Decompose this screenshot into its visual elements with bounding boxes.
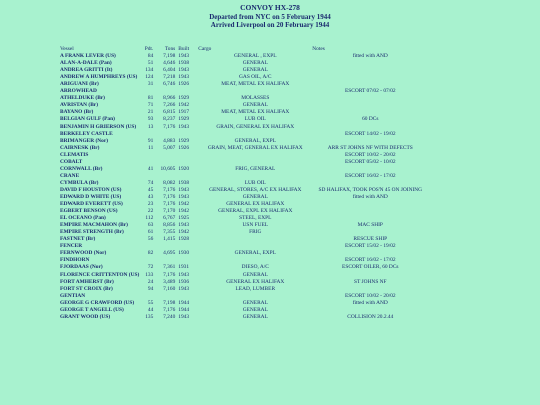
tons-cell: 4,883 (163, 137, 176, 144)
cargo-cell: GENERAL, EXPL (234, 137, 276, 144)
pdt-cell: 72 (147, 264, 154, 271)
table-row (0, 116, 428, 123)
notes-cell: ESCORT 05/02 - 10/02 (344, 158, 396, 165)
notes-cell (312, 60, 428, 67)
pdt-cell: 91 (147, 137, 154, 144)
pdt-cell: 112 (145, 215, 154, 222)
pdt-cell: 93 (147, 116, 154, 123)
cargo-cell: GENERAL (242, 67, 268, 74)
tons-cell: 7,176 (163, 186, 176, 193)
tons-cell: 7,176 (163, 271, 176, 278)
table-row (0, 279, 428, 286)
pdt-cell: 24 (147, 278, 154, 285)
tons-cell: 7,198 (163, 299, 176, 306)
cargo-cell: GRAIN, GENERAL EX HALIFAX (216, 123, 295, 130)
notes-cell: COLLISION 20.2.44 (347, 313, 394, 320)
cargo-cell: GENERAL, STORES, A/C EX HALIFAX (209, 186, 302, 193)
built-cell (178, 173, 198, 180)
pdt-cell: 45 (147, 186, 154, 193)
pdt-cell: 31 (147, 81, 154, 88)
tons-cell: 7,218 (163, 74, 176, 81)
vessel-name: BRIMANGER (Nor) (60, 137, 109, 144)
built-cell: 1944 (178, 306, 190, 313)
tons-cell: 3,489 (163, 278, 176, 285)
cargo-cell: GENERAL EX HALIFAX (226, 278, 285, 285)
tons-cell: 6,404 (163, 67, 176, 74)
tons-cell: 7,176 (163, 123, 176, 130)
cargo-cell: FRIG (249, 229, 262, 236)
built-cell: 1926 (178, 81, 190, 88)
vessel-name: AVRISTAN (Br) (60, 102, 98, 109)
built-cell: 1943 (178, 271, 190, 278)
cargo-cell (198, 243, 312, 250)
cargo-cell: MEAT, METAL EX HALIFAX (221, 109, 290, 116)
table-row (0, 272, 428, 279)
table-row (0, 300, 428, 307)
tons-cell: 8,966 (163, 95, 176, 102)
notes-cell: ESCORT 16/02 - 17/02 (344, 172, 396, 179)
tons-cell: 6,767 (163, 215, 176, 222)
cargo-cell (198, 173, 312, 180)
cargo-cell: GENERAL (242, 102, 268, 109)
built-cell: 1943 (178, 67, 190, 74)
notes-cell (312, 286, 428, 293)
notes-cell (312, 109, 428, 116)
tons-cell: 10,605 (160, 165, 176, 172)
tons-cell: 7,176 (163, 193, 176, 200)
pdt-cell (139, 152, 155, 159)
pdt-cell (139, 243, 155, 250)
cargo-cell: GENERAL (242, 271, 268, 278)
table-row (0, 264, 428, 271)
table-row (0, 159, 428, 166)
pdt-cell: 43 (147, 193, 154, 200)
table-row (0, 250, 428, 257)
vessel-name: GRANT WOOD (US) (60, 313, 111, 320)
vessel-name: GEORGE G CRAWFORD (US) (60, 299, 135, 306)
built-cell: 1944 (178, 299, 190, 306)
pdt-cell: 84 (147, 53, 154, 60)
vessel-name: BERKELEY CASTLE (60, 130, 113, 137)
vessel-name: BELGIAN GULF (Pan) (60, 116, 115, 123)
notes-cell (312, 95, 428, 102)
built-cell: 1917 (178, 109, 190, 116)
vessel-name: EGBERT BENSON (US) (60, 208, 118, 215)
built-cell: 1943 (178, 123, 190, 130)
notes-cell: ESCORT 07/02 - 07/02 (344, 88, 396, 95)
pdt-cell: 135 (145, 313, 154, 320)
notes-cell: ESCORT 10/02 - 20/02 (344, 292, 396, 299)
built-cell: 1942 (178, 201, 190, 208)
cargo-cell: STEEL, EXPL (239, 215, 272, 222)
pdt-cell (139, 88, 155, 95)
vessel-name: FORT ST CROIX (Br) (60, 285, 113, 292)
vessel-name: CYMBULA (Br) (60, 179, 99, 186)
table-row (0, 166, 428, 173)
vessel-name: EL OCEANO (Pan) (60, 215, 106, 222)
column-header-vessel: Vessel (60, 46, 74, 52)
vessel-name: FERNWOOD (Nor) (60, 250, 107, 257)
notes-cell (312, 166, 428, 173)
pdt-cell: 55 (147, 299, 154, 306)
page-title: CONVOY HX-278 (240, 3, 300, 12)
built-cell: 1936 (178, 278, 190, 285)
pdt-cell: 134 (145, 67, 154, 74)
cargo-cell: GENERAL (242, 60, 268, 67)
tons-cell: 7,176 (163, 201, 176, 208)
notes-cell: ESCORT 16/02 - 17/02 (344, 257, 396, 264)
built-cell: 1943 (178, 222, 190, 229)
table-header-row (0, 46, 428, 53)
tons-cell (155, 293, 178, 300)
cargo-cell: GENERAL (242, 193, 268, 200)
pdt-cell: 81 (147, 95, 154, 102)
built-cell: 1930 (178, 250, 190, 257)
pdt-cell: 74 (147, 179, 154, 186)
vessel-name: DAVID F HOUSTON (US) (60, 186, 122, 193)
cargo-cell: GENERAL (242, 299, 268, 306)
built-cell: 1929 (178, 116, 190, 123)
built-cell (178, 257, 198, 264)
built-cell: 1943 (178, 53, 190, 60)
column-header-notes: Notes (312, 46, 325, 52)
notes-cell: ESCORT 10/02 - 20/02 (344, 151, 396, 158)
notes-cell (312, 180, 428, 187)
notes-cell (312, 272, 428, 279)
cargo-cell: USN FUEL (242, 222, 269, 229)
cargo-cell (198, 159, 312, 166)
cargo-cell (198, 131, 312, 138)
vessel-name: EMPIRE STRENGTH (Br) (60, 229, 124, 236)
vessel-name: GENTIAN (60, 292, 86, 299)
built-cell (178, 131, 198, 138)
pdt-cell: 133 (145, 271, 154, 278)
pdt-cell: 11 (148, 144, 154, 151)
arrival-line: Arrived Liverpool on 20 February 1944 (210, 21, 330, 29)
built-cell: 1925 (178, 215, 190, 222)
pdt-cell (139, 159, 155, 166)
cargo-cell: LUB OIL (244, 116, 266, 123)
vessel-name: FINDHORN (60, 257, 90, 264)
vessel-name: BAYANO (Br) (60, 109, 94, 116)
tons-cell: 7,176 (163, 306, 176, 313)
cargo-cell: GAS OIL, A/C (239, 74, 272, 81)
tons-cell (155, 152, 178, 159)
notes-cell: fitted with AND (352, 299, 388, 306)
notes-cell: ST JOHNS NF (354, 278, 387, 285)
built-cell (178, 293, 198, 300)
vessel-name: CRANE (60, 172, 80, 179)
tons-cell: 8,856 (163, 222, 176, 229)
built-cell: 1943 (178, 285, 190, 292)
vessel-name: FJORDAAS (Nor) (60, 264, 103, 271)
tons-cell: 7,170 (163, 208, 176, 215)
column-header-cargo: Cargo (198, 46, 212, 52)
pdt-cell: 61 (147, 229, 154, 236)
vessel-name: EDWARD D WHITE (US) (60, 193, 122, 200)
pdt-cell: 63 (147, 222, 154, 229)
tons-cell: 5,007 (163, 144, 176, 151)
built-cell: 1942 (178, 102, 190, 109)
cargo-cell: GENERAL, EXPL EX HALIFAX (218, 208, 293, 215)
pdt-cell (139, 257, 155, 264)
built-cell: 1942 (178, 208, 190, 215)
tons-cell (155, 173, 178, 180)
table-row (0, 236, 428, 243)
vessel-name: FLORENCE CRITTENTON (US) (60, 271, 140, 278)
notes-cell (312, 201, 428, 208)
table-row (0, 180, 428, 187)
built-cell: 1942 (178, 229, 190, 236)
cargo-cell: GENERAL , EXPL (234, 53, 277, 60)
built-cell (178, 152, 198, 159)
cargo-cell (198, 152, 312, 159)
pdt-cell: 22 (147, 208, 154, 215)
built-cell: 1938 (178, 179, 190, 186)
notes-cell (312, 229, 428, 236)
tons-cell (155, 243, 178, 250)
table-row (0, 124, 428, 131)
tons-cell (155, 131, 178, 138)
tons-cell: 4,646 (163, 60, 176, 67)
notes-cell (312, 81, 428, 88)
cargo-cell (198, 236, 312, 243)
tons-cell (155, 159, 178, 166)
notes-cell: fitted with AND (352, 193, 388, 200)
built-cell: 1926 (178, 144, 190, 151)
vessel-name: COBALT (60, 158, 83, 165)
table-row (0, 314, 428, 321)
notes-cell (312, 250, 428, 257)
notes-cell: fitted with AND (352, 53, 388, 60)
pdt-cell: 21 (147, 109, 154, 116)
column-header-tons: Tons (164, 46, 176, 52)
built-cell (178, 88, 198, 95)
tons-cell: 6,746 (163, 81, 176, 88)
notes-cell: RESCUE SHIP (353, 236, 388, 243)
notes-cell (312, 307, 428, 314)
tons-cell (155, 257, 178, 264)
departure-line: Departed from NYC on 5 February 1944 (209, 12, 331, 21)
notes-cell: ESCORT 14/02 - 19/02 (344, 130, 396, 137)
pdt-cell: 51 (147, 60, 154, 67)
built-cell: 1931 (178, 264, 190, 271)
tons-cell: 8,237 (163, 116, 176, 123)
pdt-cell: 71 (147, 102, 154, 109)
cargo-cell: GENERAL (242, 313, 268, 320)
convoy-table (0, 46, 428, 321)
notes-cell: ESCORT OILER, 60 DCs (342, 264, 399, 271)
cargo-cell: FRIG, GENERAL (235, 165, 276, 172)
table-row (0, 138, 428, 145)
table-row (0, 131, 428, 138)
tons-cell: 7,198 (163, 53, 176, 60)
vessel-name: ARROWHEAD (60, 88, 97, 95)
vessel-name: FENCER (60, 243, 83, 250)
pdt-cell (139, 293, 155, 300)
built-cell: 1943 (178, 74, 190, 81)
notes-cell (312, 215, 428, 222)
vessel-name: EDWARD EVERETT (US) (60, 201, 123, 208)
table-row (0, 173, 428, 180)
tons-cell: 4,695 (163, 250, 176, 257)
cargo-cell (198, 293, 312, 300)
pdt-cell: 82 (147, 250, 154, 257)
tons-cell: 7,160 (163, 285, 176, 292)
table-row (0, 293, 428, 300)
built-cell: 1943 (178, 313, 190, 320)
built-cell (178, 159, 198, 166)
vessel-name: CLEMATIS (60, 151, 89, 158)
vessel-name: CORNWALL (Br) (60, 165, 103, 172)
vessel-name: FORT AMHERST (Br) (60, 278, 114, 285)
table-row (0, 81, 428, 88)
notes-cell: ESCORT 15/02 - 19/02 (344, 243, 396, 250)
column-header-pdt: Pdt. (144, 46, 154, 52)
table-row (0, 194, 428, 201)
cargo-cell: LEAD, LUMBER (235, 285, 276, 292)
vessel-name: A FRANK LEVER (US) (60, 53, 116, 60)
cargo-cell: GRAIN, MEAT, GENERAL EX HALIFAX (207, 144, 303, 151)
tons-cell: 7,266 (163, 102, 176, 109)
table-row (0, 152, 428, 159)
tons-cell: 8,082 (163, 179, 176, 186)
vessel-name: EMPIRE MACMAHON (Br) (60, 222, 128, 229)
built-cell: 1943 (178, 186, 190, 193)
pdt-cell (139, 173, 155, 180)
pdt-cell: 56 (147, 236, 154, 243)
built-cell: 1929 (178, 137, 190, 144)
cargo-cell: GENERAL EX HALIFAX (226, 201, 285, 208)
cargo-cell: MOLASSES (241, 95, 270, 102)
tons-cell: 7,355 (163, 229, 176, 236)
built-cell: 1928 (178, 236, 190, 243)
vessel-name: ANDREW A HUMPHREYS (US) (60, 74, 138, 81)
tons-cell: 6,815 (163, 109, 176, 116)
tons-cell: 1,415 (163, 236, 176, 243)
table-body (0, 53, 428, 321)
notes-cell (312, 208, 428, 215)
notes-cell (312, 102, 428, 109)
column-header-built: Built (178, 46, 190, 52)
notes-cell (312, 74, 428, 81)
cargo-cell (198, 257, 312, 264)
built-cell: 1943 (178, 193, 190, 200)
pdt-cell (139, 131, 155, 138)
vessel-name: ATHELDUKE (Br) (60, 95, 105, 102)
pdt-cell: 41 (147, 165, 154, 172)
cargo-cell (198, 88, 312, 95)
built-cell (178, 243, 198, 250)
notes-cell: SD HALIFAX, TOOK POS'N 45 ON JOINING (318, 186, 423, 193)
cargo-cell: MEAT, METAL EX HALIFAX (221, 81, 290, 88)
vessel-name: BENJAMIN H GRIERSON (US) (60, 123, 137, 130)
pdt-cell: 94 (147, 285, 154, 292)
notes-cell (312, 124, 428, 131)
table-row (0, 307, 428, 314)
pdt-cell: 23 (147, 201, 154, 208)
vessel-name: ANDREA GRITTI (It) (60, 67, 113, 74)
pdt-cell: 124 (145, 74, 154, 81)
pdt-cell: 44 (147, 306, 154, 313)
cargo-cell: GENERAL (242, 306, 268, 313)
notes-cell (312, 138, 428, 145)
vessel-name: FASTNET (Br) (60, 236, 96, 243)
tons-cell: 7,240 (163, 313, 176, 320)
table-row (0, 286, 428, 293)
built-cell: 1938 (178, 60, 190, 67)
built-cell: 1929 (178, 95, 190, 102)
table-row (0, 145, 428, 152)
cargo-cell: GENERAL, EXPL (234, 250, 276, 257)
built-cell: 1920 (178, 165, 190, 172)
notes-cell (312, 67, 428, 74)
cargo-cell: LUB OIL (244, 179, 266, 186)
table-row (0, 187, 428, 194)
notes-cell: MAC SHIP (357, 222, 383, 229)
cargo-cell: DIESO, A/C (241, 264, 269, 271)
notes-cell: ARR ST JOHNS NF WITH DEFECTS (327, 144, 413, 151)
notes-cell: 60 DCs (362, 116, 379, 123)
vessel-name: ARIGUANI (Br) (60, 81, 99, 88)
pdt-cell: 13 (147, 123, 154, 130)
tons-cell: 7,361 (163, 264, 176, 271)
vessel-name: CAIRNESK (Br) (60, 144, 100, 151)
tons-cell (155, 88, 178, 95)
vessel-name: ALAN-A-DALE (Pan) (60, 60, 112, 67)
convoy-header (0, 0, 540, 30)
vessel-name: GEORGE T ANGELL (US) (60, 306, 124, 313)
